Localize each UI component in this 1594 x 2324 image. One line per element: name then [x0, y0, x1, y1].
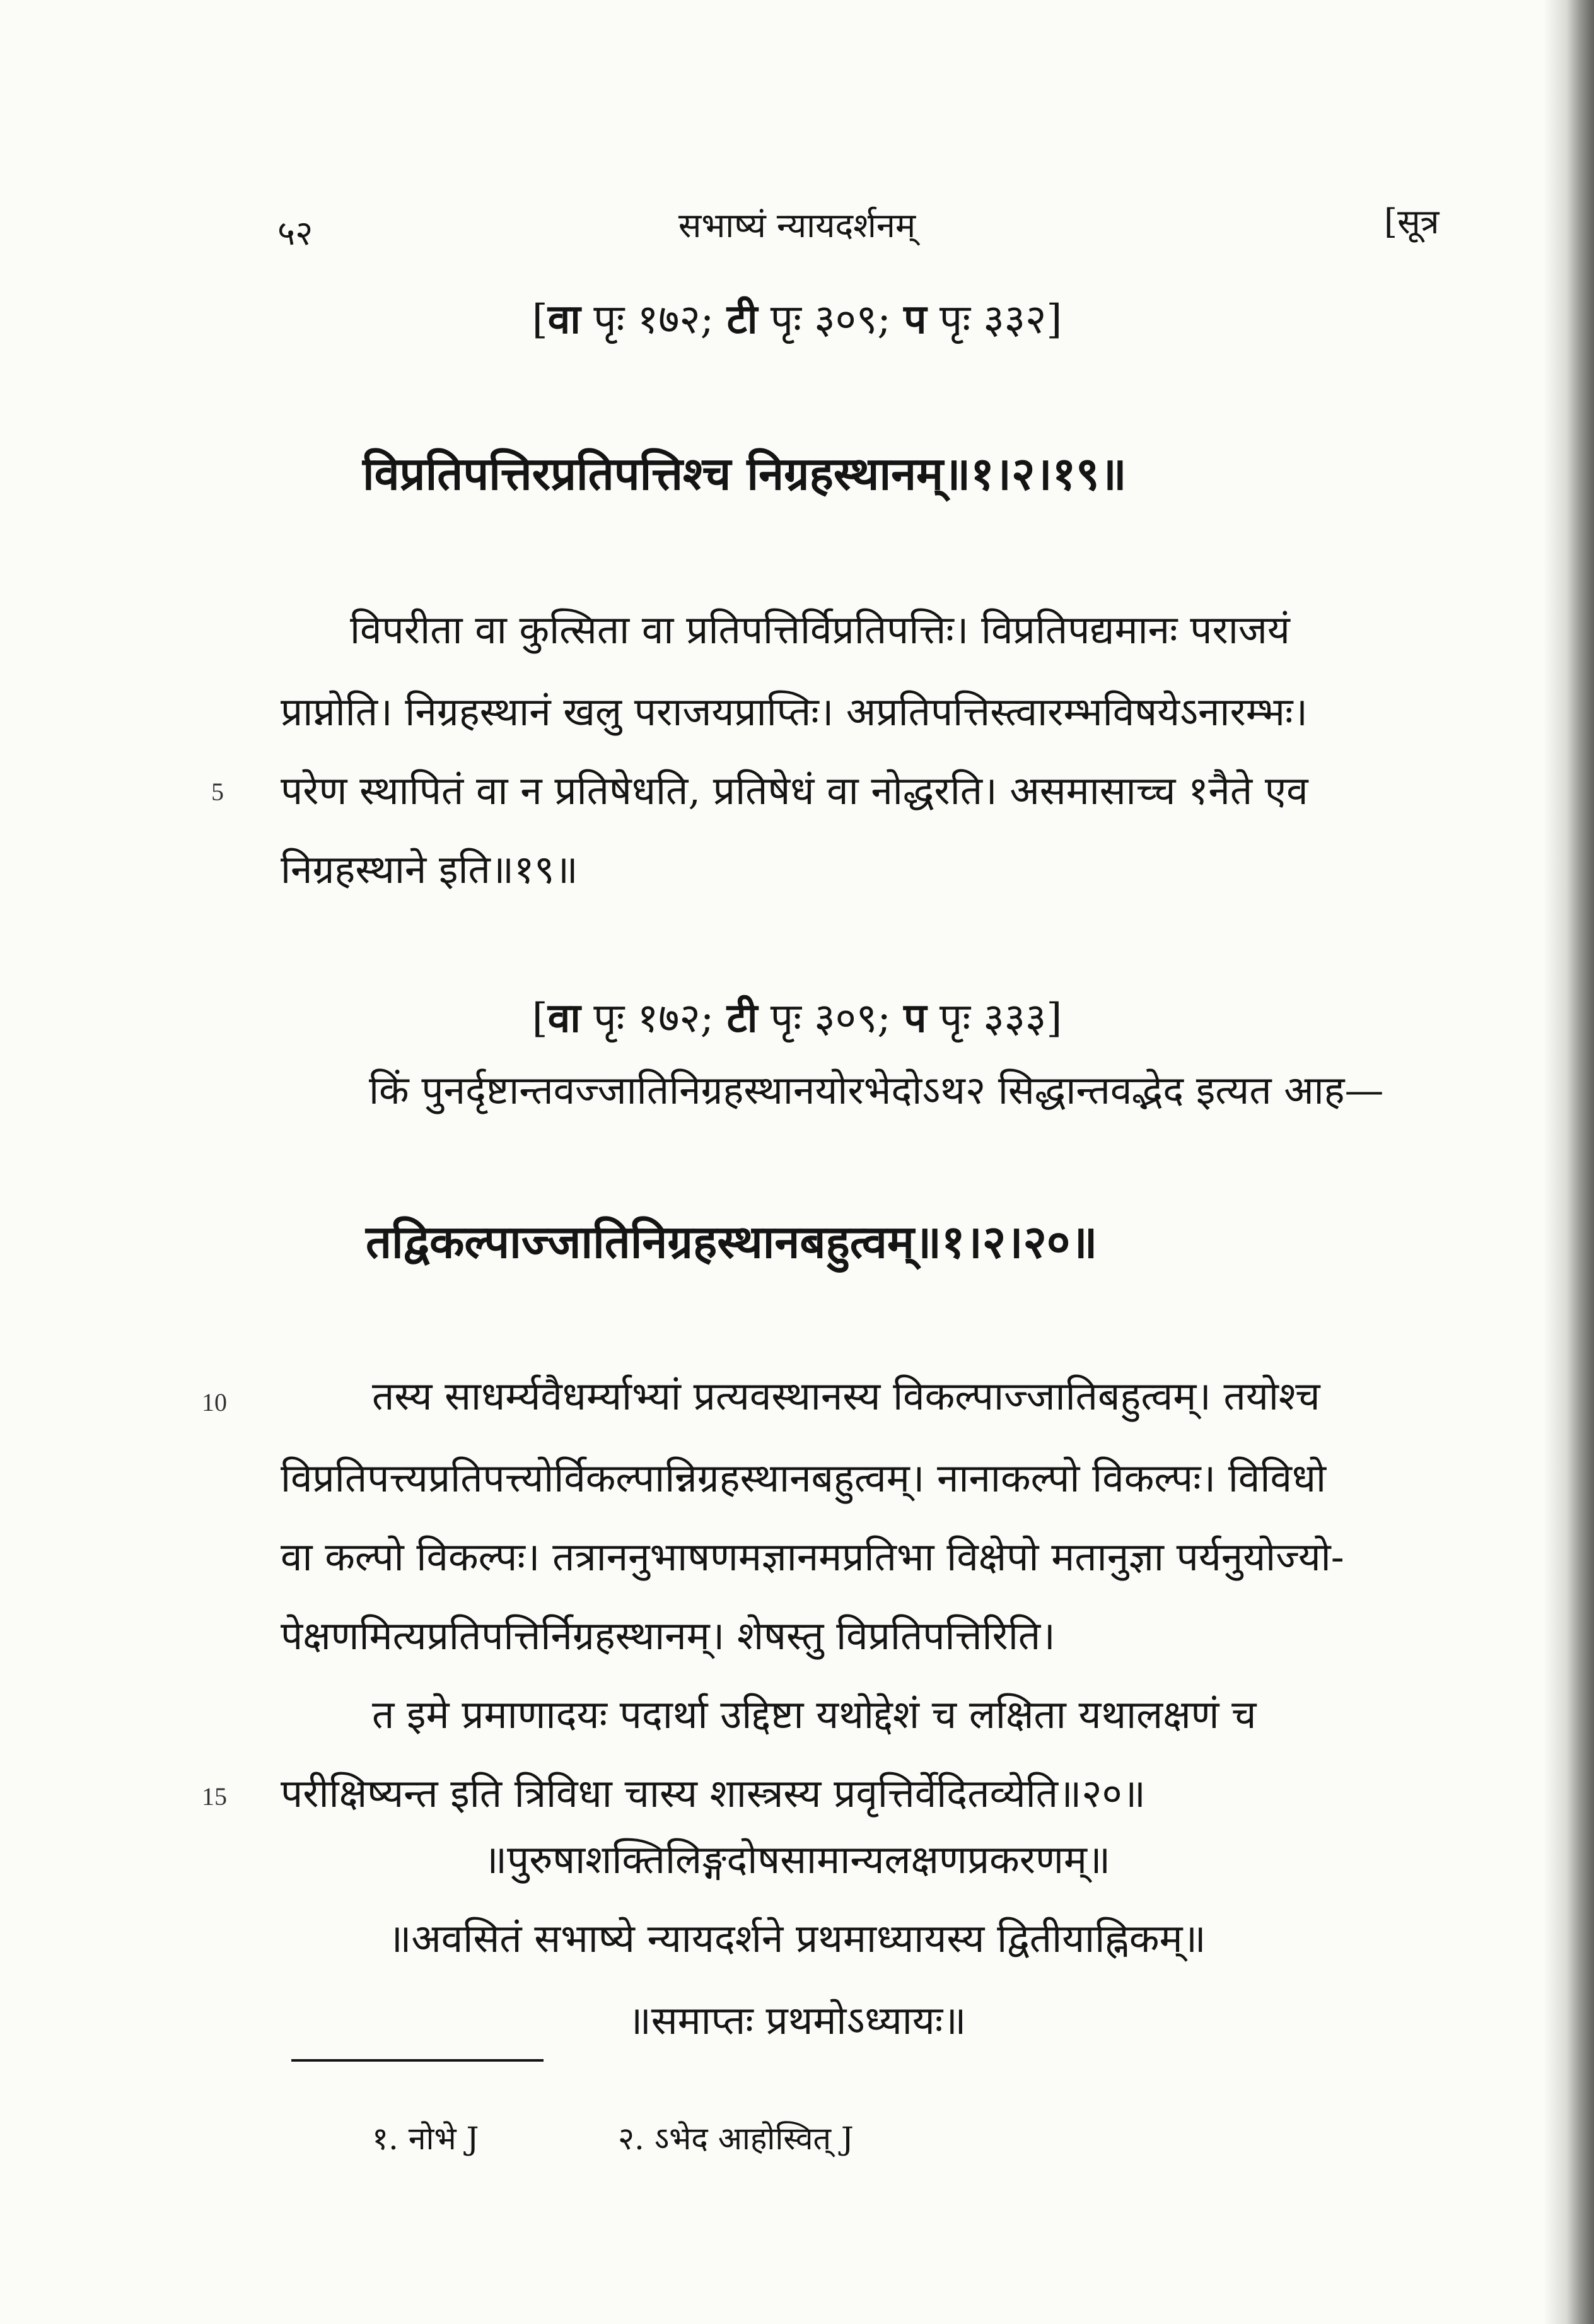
ref-ti-page: पृः ३०९; [757, 296, 904, 343]
ref-pa-page: पृः ३३३ [926, 995, 1047, 1042]
bracket-close: ] [1046, 296, 1062, 343]
ref-pa: प [904, 296, 927, 343]
line-number: 10 [202, 1388, 227, 1416]
ref-ti: टी [726, 296, 758, 343]
bhashya-line: प्राप्नोति। निग्रहस्थानं खलु पराजयप्राप्तिः। अप्रतिपत्तिस्त्वारम्भविषयेऽनारम्भः। [281, 689, 1308, 735]
bhashya-line: वा कल्पो विकल्पः। तत्राननुभाषणमज्ञानमप्रतिभा विक्षेपो मतानुज्ञा पर्यनुयोज्यो- [281, 1534, 1344, 1580]
ref-pa: प [904, 995, 927, 1042]
reference-line-2 [0, 989, 1594, 1044]
footnote-1: १. नोभे J [372, 2120, 479, 2157]
bhashya-line: विपरीता वा कुत्सिता वा प्रतिपत्तिर्विप्रतिपत्तिः। विप्रतिपद्यमानः पराजयं [350, 607, 1290, 653]
bracket-close: ] [1046, 995, 1062, 1042]
footnote-2: २. ऽभेद आहोस्वित् J [618, 2120, 854, 2157]
ref-va: वा [547, 296, 581, 343]
colophon-prakarana: ॥पुरुषाशक्तिलिङ्गदोषसामान्यलक्षणप्रकरणम्॥ [483, 1836, 1111, 1883]
line-number: 15 [202, 1782, 227, 1811]
bhashya-line: निग्रहस्थाने इति॥१९॥ [281, 846, 578, 892]
sutra-heading-19: विप्रतिपत्तिरप्रतिपत्तिश्च निग्रहस्थानम्॥१।२।१९॥ [363, 447, 1127, 500]
binding-shadow [1544, 0, 1594, 2324]
bhashya-line: तस्य साधर्म्यवैधर्म्याभ्यां प्रत्यवस्थानस्य विकल्पाज्जातिबहुत्वम्। तयोश्च [372, 1373, 1320, 1419]
bhashya-line: विप्रतिपत्त्यप्रतिपत्त्योर्विकल्पान्निग्रहस्थानबहुत्वम्। नानाकल्पो विकल्पः। विविधो [281, 1455, 1327, 1501]
bracket-open: [ [532, 296, 548, 343]
running-title: सभाष्यं न्यायदर्शनम् [678, 206, 916, 245]
bracket-open: [ [532, 995, 548, 1042]
reference-line-1 [0, 290, 1594, 345]
page-number: ५२ [277, 213, 313, 253]
bhashya-line: परेण स्थापितं वा न प्रतिषेधति, प्रतिषेधं वा नोद्धरति। असमासाच्च १नैते एव [281, 768, 1308, 814]
ref-pa-page: पृः ३३२ [926, 296, 1047, 343]
section-label: [सूत्र [1384, 202, 1440, 242]
line-number: 5 [211, 778, 224, 806]
bhashya-line: परीक्षिष्यन्त इति त्रिविधा चास्य शास्त्रस्य प्रवृत्तिर्वेदितव्येति॥२०॥ [281, 1770, 1146, 1816]
footnote-rule [291, 2059, 544, 2062]
sutra-heading-20: तद्विकल्पाज्जातिनिग्रहस्थानबहुत्वम्॥१।२।२०॥ [366, 1215, 1098, 1268]
colophon-ahnika: ॥अवसितं सभाष्ये न्यायदर्शने प्रथमाध्यायस्य द्वितीयाह्निकम्॥ [388, 1915, 1206, 1961]
intro-line: किं पुनर्दृष्टान्तवज्जातिनिग्रहस्थानयोरभेदोऽथ२ सिद्धान्तवद्भेद इत्यत आह— [369, 1067, 1384, 1113]
ref-va: वा [547, 995, 581, 1042]
colophon-adhyaya: ॥समाप्तः प्रथमोऽध्यायः॥ [627, 1997, 967, 2043]
ref-va-page: पृः १७२; [580, 995, 727, 1042]
ref-ti-page: पृः ३०९; [757, 995, 904, 1042]
bhashya-line: त इमे प्रमाणादयः पदार्था उद्दिष्टा यथोद्देशं च लक्षिता यथालक्षणं च [372, 1691, 1257, 1737]
ref-ti: टी [726, 995, 758, 1042]
ref-va-page: पृः १७२; [580, 296, 727, 343]
bhashya-line: पेक्षणमित्यप्रतिपत्तिर्निग्रहस्थानम्। शेषस्तु विप्रतिपत्तिरिति। [281, 1613, 1056, 1659]
